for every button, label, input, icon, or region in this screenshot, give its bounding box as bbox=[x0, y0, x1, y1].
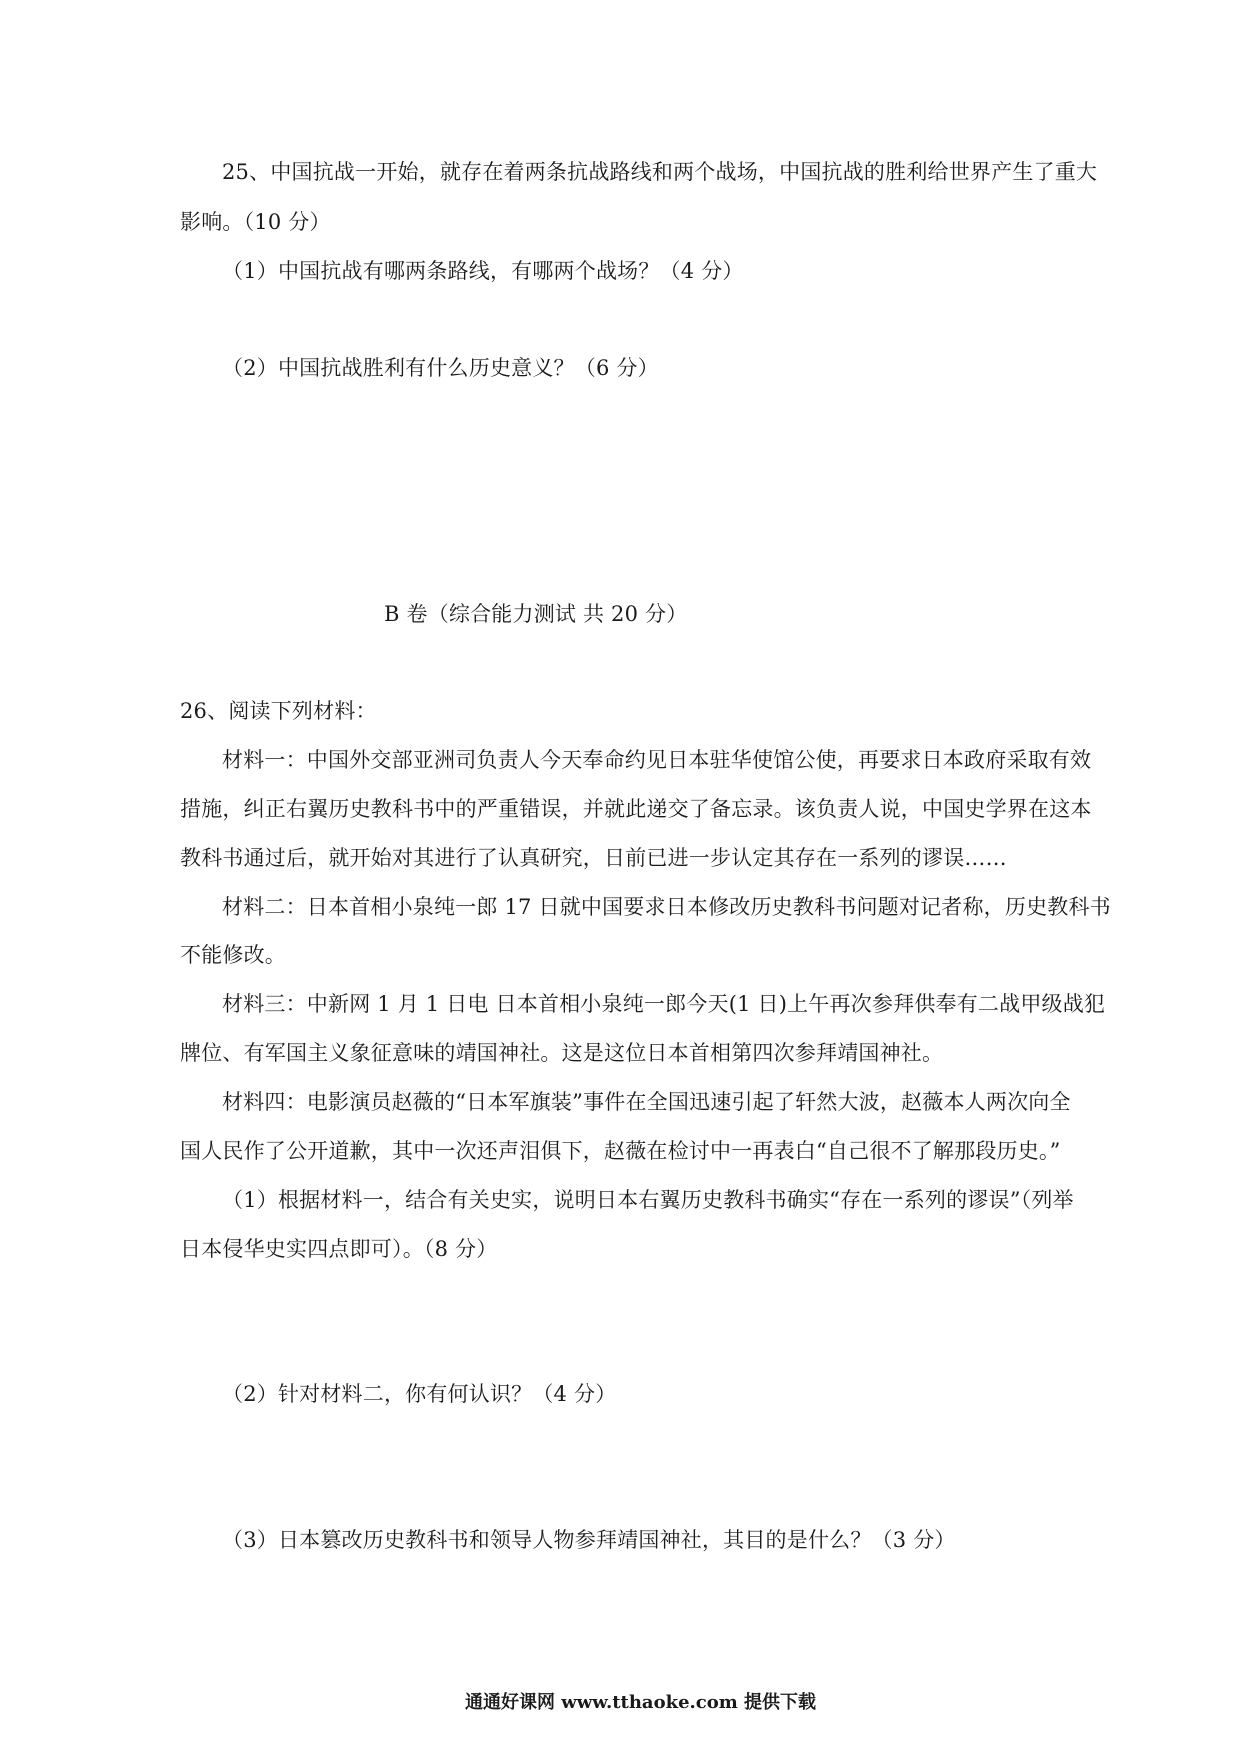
q26-material1-line1: 材料一：中国外交部亚洲司负责人今天奉命约见日本驻华使馆公使，再要求日本政府采取有效 bbox=[222, 748, 1092, 772]
q26-material1-line2: 措施，纠正右翼历史教科书中的严重错误，并就此递交了备忘录。该负责人说，中国史学界在这本 bbox=[180, 797, 1092, 821]
q25-stem-line2: 影响。（10 分） bbox=[180, 210, 331, 234]
q26-material4-line2: 国人民作了公开道歉，其中一次还声泪俱下，赵薇在检讨中一再表白“自己很不了解那段历史。” bbox=[180, 1139, 1061, 1163]
footer-download-note: 通通好课网 www.tthaoke.com 提供下载 bbox=[465, 1692, 817, 1713]
section-b-title: B 卷（综合能力测试 共 20 分） bbox=[384, 602, 688, 626]
q25-sub2: （2）中国抗战胜利有什么历史意义？（6 分） bbox=[222, 356, 659, 380]
q26-material4-line1: 材料四：电影演员赵薇的“日本军旗装”事件在全国迅速引起了轩然大波，赵薇本人两次向全 bbox=[222, 1090, 1071, 1114]
q25-stem-line1: 25、中国抗战一开始，就存在着两条抗战路线和两个战场，中国抗战的胜利给世界产生了重大 bbox=[222, 160, 1098, 184]
q26-material2-line2: 不能修改。 bbox=[180, 943, 286, 967]
q26-material3-line2: 牌位、有军国主义象征意味的靖国神社。这是这位日本首相第四次参拜靖国神社。 bbox=[180, 1041, 944, 1065]
q26-material1-line3: 教科书通过后，就开始对其进行了认真研究，日前已进一步认定其存在一系列的谬误…… bbox=[180, 846, 1007, 870]
q26-sub3: （3）日本篡改历史教科书和领导人物参拜靖国神社，其目的是什么？（3 分） bbox=[222, 1528, 956, 1552]
q26-stem: 26、阅读下列材料： bbox=[180, 699, 377, 723]
q26-sub1-line1: （1）根据材料一，结合有关史实，说明日本右翼历史教科书确实“存在一系列的谬误”（列举 bbox=[222, 1188, 1074, 1212]
q25-sub1: （1）中国抗战有哪两条路线，有哪两个战场？（4 分） bbox=[222, 259, 744, 283]
q26-sub2: （2）针对材料二，你有何认识？（4 分） bbox=[222, 1382, 617, 1406]
q26-material3-line1: 材料三：中新网 1 月 1 日电 日本首相小泉纯一郎今天(1 日)上午再次参拜供奉有二战甲级战犯 bbox=[222, 992, 1106, 1016]
q26-sub1-line2: 日本侵华史实四点即可）。（8 分） bbox=[180, 1237, 498, 1261]
q26-material2-line1: 材料二：日本首相小泉纯一郎 17 日就中国要求日本修改历史教科书问题对记者称，历史教科书 bbox=[222, 895, 1111, 919]
